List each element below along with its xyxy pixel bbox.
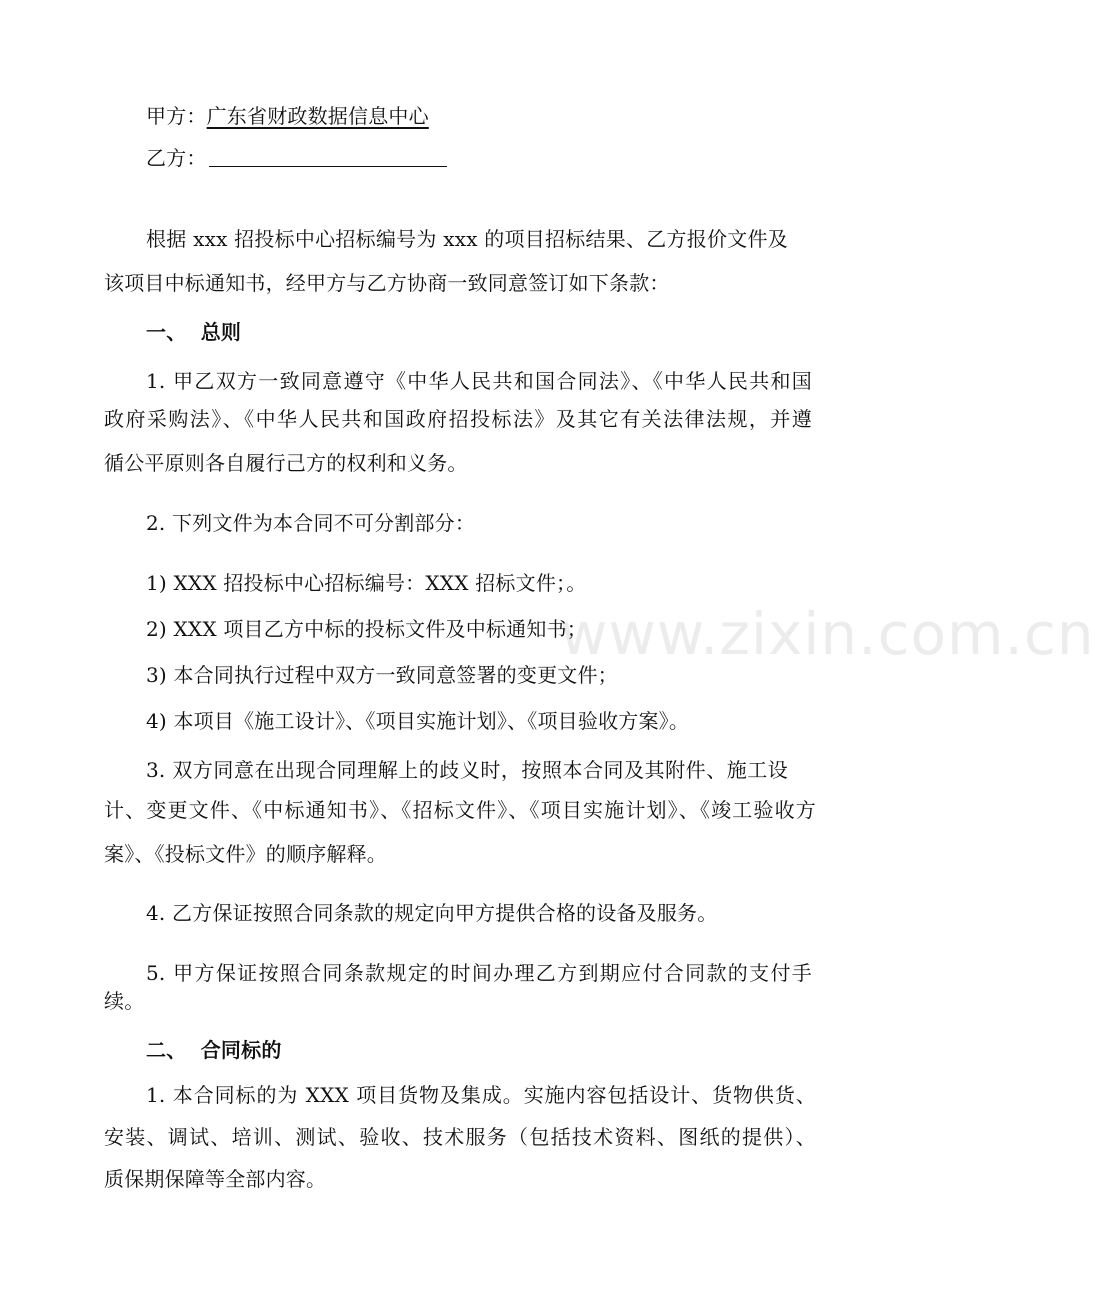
- party-a-name: 广东省财政数据信息中心: [206, 104, 429, 128]
- s1-item3-line1: 3. 双方同意在出现合同理解上的歧义时，按照本合同及其附件、施工设: [146, 758, 788, 782]
- s1-item1-line1: 1. 甲乙双方一致同意遵守《中华人民共和国合同法》、《中华人民共和国: [146, 369, 812, 393]
- s1-sub4: 4) 本项目《施工设计》、《项目实施计划》、《项目验收方案》。: [146, 709, 690, 733]
- s1-item5-line2: 续。: [104, 989, 145, 1013]
- s1-item3-line3: 案》、《投标文件》的顺序解释。: [104, 842, 387, 866]
- s2-item1-line1: 1. 本合同标的为 XXX 项目货物及集成。实施内容包括设计、货物供货、: [146, 1083, 816, 1107]
- s2-item1-line3: 质保期保障等全部内容。: [104, 1167, 327, 1191]
- party-b-blank: [209, 146, 447, 167]
- s1-item3-line2: 计、变更文件、《中标通知书》、《招标文件》、《项目实施计划》、《竣工验收方: [104, 798, 816, 822]
- s1-sub2: 2) XXX 项目乙方中标的投标文件及中标通知书；: [146, 617, 587, 641]
- s1-sub3: 3) 本合同执行过程中双方一致同意签署的变更文件；: [146, 663, 618, 687]
- watermark: www.zixin.com.cn: [560, 600, 1095, 668]
- party-b-line: [146, 145, 447, 171]
- s1-item1-line2: 政府采购法》、《中华人民共和国政府招投标法》及其它有关法律法规，并遵: [104, 407, 812, 431]
- intro-line-2: 该项目中标通知书，经甲方与乙方协商一致同意签订如下条款：: [104, 271, 670, 295]
- party-a-label: 甲方：: [146, 104, 207, 128]
- party-a-line: [146, 103, 429, 129]
- intro-line-1: 根据 xxx 招投标中心招标编号为 xxx 的项目招标结果、乙方报价文件及: [146, 227, 788, 251]
- party-b-label: 乙方：: [146, 146, 207, 170]
- s1-sub1: 1) XXX 招投标中心招标编号：XXX 招标文件；。: [146, 571, 587, 595]
- section-1-heading: 一、 总则: [146, 320, 242, 344]
- s1-item2: 2. 下列文件为本合同不可分割部分：: [146, 511, 476, 535]
- s1-item4: 4. 乙方保证按照合同条款的规定向甲方提供合格的设备及服务。: [146, 901, 718, 925]
- s2-item1-line2: 安装、调试、培训、测试、验收、技术服务（包括技术资料、图纸的提供）、: [104, 1125, 816, 1149]
- section-2-heading: 二、 合同标的: [146, 1038, 282, 1062]
- s1-item5-line1: 5. 甲方保证按照合同条款规定的时间办理乙方到期应付合同款的支付手: [146, 961, 812, 985]
- s1-item1-line3: 循公平原则各自履行己方的权利和义务。: [104, 451, 468, 475]
